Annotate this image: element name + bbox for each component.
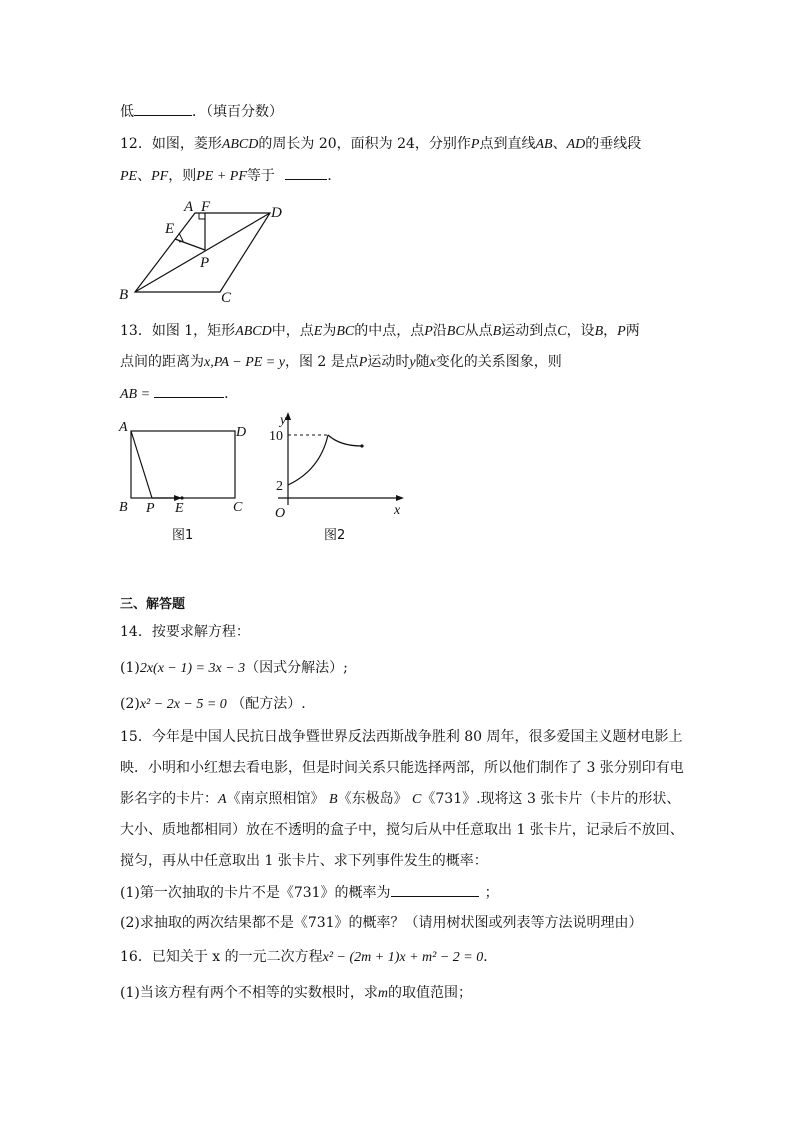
q13-line-2 bbox=[120, 352, 562, 373]
q13-var: B bbox=[594, 324, 604, 339]
q15-card-letter: B bbox=[329, 792, 338, 807]
label-e: E bbox=[175, 501, 184, 516]
q12-var: PF bbox=[151, 169, 169, 184]
fig2-caption: 图2 bbox=[324, 528, 346, 543]
q15-line-3 bbox=[120, 789, 680, 810]
q15-card-title: 《南京照相馆》 bbox=[226, 791, 325, 807]
q13-var: x bbox=[429, 355, 436, 370]
label-c: C bbox=[233, 500, 243, 515]
q12-var: PE bbox=[120, 169, 138, 184]
label-d: D bbox=[236, 425, 247, 440]
q13-number: 13． bbox=[120, 323, 152, 339]
q15-text: ； bbox=[484, 885, 499, 901]
q15-part-1 bbox=[120, 882, 499, 903]
fig1-caption: 图1 bbox=[172, 528, 194, 543]
q13-line-1 bbox=[120, 321, 640, 342]
q13-text: 如图 1，矩形 bbox=[151, 323, 236, 339]
q13-var: BC bbox=[336, 324, 355, 339]
q12-text: 的垂线段 bbox=[585, 136, 642, 152]
q12-expr: PE + PF bbox=[196, 169, 247, 184]
q13-text: ，设 bbox=[566, 323, 595, 339]
q16-expr: x² − (2m + 1)x + m² − 2 = 0 bbox=[322, 950, 484, 965]
label-f: F bbox=[201, 199, 211, 215]
q16-line-1 bbox=[120, 947, 497, 968]
q12-line-2 bbox=[120, 165, 341, 187]
label-a: A bbox=[184, 199, 194, 215]
q12-text: 如图，菱形 bbox=[151, 136, 222, 152]
tick-label-2: 2 bbox=[276, 479, 283, 494]
q13-var: y bbox=[409, 355, 416, 370]
q13-text: 运动时 bbox=[367, 354, 410, 370]
q14-number: 14． bbox=[120, 624, 152, 640]
q16-text: (1)当该方程有两个不相等的实数根时，求 bbox=[120, 985, 378, 1001]
q12-line-1 bbox=[120, 134, 641, 155]
q12-text: 、 bbox=[552, 136, 567, 152]
q13-expr: x,PA − PE = y bbox=[204, 355, 285, 370]
q12-var: AD bbox=[566, 137, 586, 152]
q15-line-2: 映．小明和小红想去看电影，但是时间关系只能选择两部，所以他们制作了 3 张分别印有电 bbox=[120, 760, 684, 776]
q16-text: 已知关于 x 的一元二次方程 bbox=[151, 949, 323, 965]
segment-pe bbox=[175, 239, 205, 250]
q13-var: E bbox=[313, 324, 323, 339]
q11-tail bbox=[120, 101, 283, 122]
q12-text: 的周长为 20，面积为 24，分别作 bbox=[258, 136, 471, 152]
q13-var: BC bbox=[446, 324, 465, 339]
q15-part-2: (2)求抽取的两次结果都不是《731》的概率？（请用树状图或列表等方法说明理由） bbox=[120, 915, 643, 931]
section-3-heading: 三、解答题 bbox=[120, 597, 186, 612]
label-c: C bbox=[221, 290, 232, 306]
q12-rhombus-figure bbox=[110, 192, 310, 307]
q13-text: ． bbox=[224, 386, 239, 402]
q15-card-letter: C bbox=[412, 792, 422, 807]
q15-line-4: 大小、质地都相同）放在不透明的盒子中，搅匀后从中任意取出 1 张卡片，记录后不放回、 bbox=[120, 822, 684, 838]
label-e: E bbox=[165, 221, 175, 237]
q13-text: ， bbox=[603, 323, 618, 339]
q14-part-1 bbox=[120, 658, 348, 679]
q15-card-title: 《东极岛》 bbox=[337, 791, 408, 807]
q13-text: 两 bbox=[625, 323, 640, 339]
q15-part-text: (1)第一次抽取的卡片不是《731》的概率为 bbox=[120, 885, 391, 901]
x-axis-arrow bbox=[396, 495, 404, 501]
curve-rising bbox=[288, 435, 328, 485]
q14-text: 按要求解方程： bbox=[151, 624, 250, 640]
q12-var: ABCD bbox=[221, 137, 259, 152]
label-p: P bbox=[146, 501, 155, 516]
q15-card-letter: A bbox=[218, 792, 227, 807]
q13-text: ，图 2 是点 bbox=[284, 354, 359, 370]
q13-text: 随 bbox=[415, 354, 430, 370]
q13-var: ABCD bbox=[235, 324, 272, 339]
q12-text: ，则 bbox=[168, 168, 197, 184]
q15-text: .现将这 3 张卡片（卡片的形状、 bbox=[476, 791, 681, 807]
diagonal-bd bbox=[135, 213, 270, 292]
axis-label-y: y bbox=[280, 413, 287, 428]
label-a: A bbox=[119, 420, 128, 435]
q12-text: 点到直线 bbox=[479, 136, 536, 152]
q13-text: 中，点 bbox=[271, 323, 314, 339]
tick-label-10: 10 bbox=[269, 429, 283, 444]
q12-number: 12． bbox=[120, 136, 152, 152]
q12-var: P bbox=[470, 137, 480, 152]
q13-line-3 bbox=[120, 383, 238, 405]
axis-label-x: x bbox=[394, 503, 401, 518]
q11-tail-suffix: ．（填百分数） bbox=[192, 104, 283, 120]
label-p: P bbox=[200, 255, 210, 271]
q12-text: ． bbox=[327, 168, 342, 184]
q13-text: 点间的距离为 bbox=[120, 354, 204, 370]
q13-var: C bbox=[557, 324, 567, 339]
q13-var: B bbox=[492, 324, 502, 339]
q14-part-2 bbox=[120, 694, 306, 715]
q13-text: 沿 bbox=[432, 323, 447, 339]
point-e bbox=[180, 496, 183, 499]
q14-part-label: (2) bbox=[120, 696, 140, 712]
q12-answer-blank[interactable] bbox=[285, 165, 327, 180]
q11-tail-prefix: 低 bbox=[120, 104, 134, 120]
label-d: D bbox=[271, 205, 282, 221]
q13-var: P bbox=[424, 324, 433, 339]
label-b: B bbox=[119, 287, 129, 303]
q15-line-5: 搅匀，再从中任意取出 1 张卡片、求下列事件发生的概率： bbox=[120, 853, 488, 869]
q14-method: （因式分解法）; bbox=[245, 660, 348, 676]
q16-part-1 bbox=[120, 983, 472, 1004]
q16-text: ． bbox=[483, 949, 498, 965]
q16-number: 16． bbox=[120, 949, 152, 965]
q13-figure-1 bbox=[112, 415, 262, 545]
q16-var: m bbox=[377, 986, 388, 1001]
q13-text: 为 bbox=[322, 323, 337, 339]
q16-text: 的取值范围； bbox=[387, 985, 472, 1001]
q12-text: 等于 bbox=[246, 168, 275, 184]
q13-text: 从点 bbox=[464, 323, 493, 339]
q12-text: 、 bbox=[137, 168, 152, 184]
q15-answer-blank[interactable] bbox=[391, 882, 479, 897]
q13-var: P bbox=[617, 324, 626, 339]
q12-var: AB bbox=[535, 137, 553, 152]
q15-text: 影名字的卡片： bbox=[120, 791, 218, 807]
segment-ap bbox=[131, 431, 152, 498]
q13-text: 的中点，点 bbox=[354, 323, 425, 339]
q13-var: P bbox=[358, 355, 368, 370]
q15-number: 15． bbox=[120, 729, 152, 745]
q13-text: 变化的关系图象，则 bbox=[435, 354, 562, 370]
curve-end-point bbox=[360, 444, 363, 447]
rectangle-abcd bbox=[131, 431, 235, 498]
q14-part-label: (1) bbox=[120, 660, 140, 676]
q14-line-1 bbox=[120, 622, 250, 642]
q13-text: 运动到点 bbox=[501, 323, 558, 339]
q14-expr: 2x(x − 1) = 3x − 3 bbox=[139, 661, 246, 676]
curve-falling bbox=[328, 435, 362, 446]
label-b: B bbox=[119, 500, 128, 515]
q11-answer-blank[interactable] bbox=[134, 101, 192, 116]
q14-expr: x² − 2x − 5 = 0 bbox=[139, 697, 227, 712]
q15-text: 今年是中国人民抗日战争暨世界反法西斯战争胜利 80 周年，很多爱国主义题材电影上 bbox=[151, 729, 683, 745]
q13-answer-blank[interactable] bbox=[154, 383, 224, 398]
q13-expr: AB = bbox=[120, 387, 151, 402]
q15-card-title: 《731》 bbox=[421, 791, 477, 807]
q15-line-1 bbox=[120, 727, 683, 747]
origin-label: O bbox=[275, 506, 286, 521]
q13-figure-2 bbox=[265, 410, 415, 545]
q14-method: （配方法）. bbox=[231, 696, 306, 712]
